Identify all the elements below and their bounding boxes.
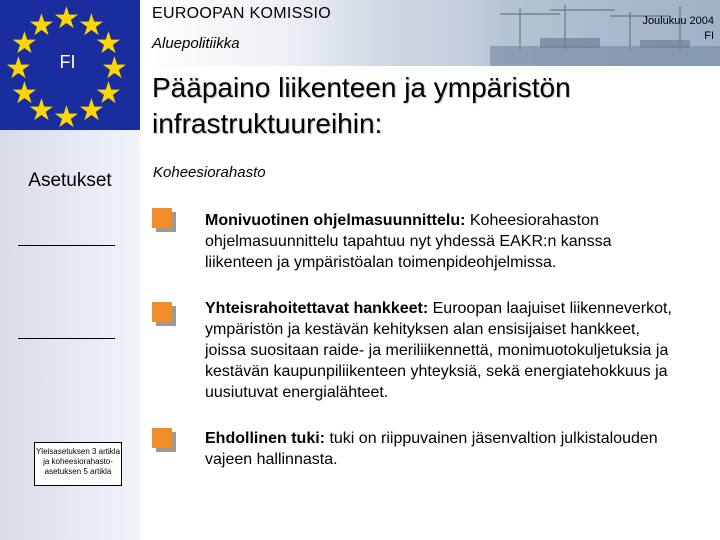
note-line: asetuksen 5 artikla bbox=[44, 467, 112, 476]
list-item bbox=[205, 428, 675, 470]
sidebar-title: Asetukset bbox=[28, 170, 112, 191]
regulation-note bbox=[34, 442, 122, 486]
item-text: Euroopan laajuiset liikenneverkot, ympäristön ja kestävän kehityksen alan ensisijaiset hankkeet, joissa suositaan raide- ja meriliikennettä, monimuotokuljetuksia ja kestävän kaupunpiliikenteen yhteyksiä, sekä energiatehokkuus ja uusiutuvat energialähteet. bbox=[205, 300, 672, 401]
header-banner bbox=[140, 0, 720, 66]
star-icon: ★ bbox=[28, 8, 55, 43]
item-heading: Yhteisrahoitettavat hankkeet: bbox=[205, 300, 429, 317]
bullet-square bbox=[152, 428, 172, 448]
language-code: FI bbox=[704, 30, 714, 42]
star-icon: ★ bbox=[11, 26, 38, 61]
star-icon: ★ bbox=[101, 51, 128, 86]
divider bbox=[18, 245, 115, 246]
date-text: Joulukuu 2004 bbox=[642, 15, 714, 27]
note-line: ja koheesiorahasto- bbox=[43, 457, 113, 466]
organization-name: EUROOPAN KOMISSIO bbox=[152, 5, 332, 22]
item-text: Koheesiorahaston ohjelmasuunnittelu tapahtuu nyt yhdessä EAKR:n kanssa liikenteen ja ympäristöalan toimenpideohjelmissa. bbox=[205, 212, 612, 271]
star-icon: ★ bbox=[28, 93, 55, 128]
title-line-2: infrastruktuureihin: bbox=[152, 108, 383, 139]
list-item bbox=[205, 298, 675, 403]
subtitle: Koheesiorahasto bbox=[153, 164, 266, 181]
star-icon: ★ bbox=[53, 100, 80, 135]
bullet-square bbox=[152, 208, 172, 228]
star-icon: ★ bbox=[78, 8, 105, 43]
eu-flag bbox=[0, 0, 140, 135]
divider bbox=[18, 338, 115, 339]
star-icon: ★ bbox=[78, 93, 105, 128]
title-line-1: Pääpaino liikenteen ja ympäristön bbox=[152, 72, 571, 103]
item-heading: Ehdollinen tuki: bbox=[205, 430, 325, 447]
note-line: Yleisasetuksen 3 artikla bbox=[35, 447, 121, 456]
page-title bbox=[152, 70, 571, 142]
item-text: tuki on riippuvainen jäsenvaltion julkistalouden vajeen hallinnasta. bbox=[205, 430, 658, 468]
department-name: Aluepolitiikka bbox=[152, 35, 240, 52]
sidebar bbox=[0, 0, 140, 540]
star-icon: ★ bbox=[11, 76, 38, 111]
star-icon: ★ bbox=[53, 1, 80, 36]
list-item bbox=[205, 210, 675, 273]
item-heading: Monivuotinen ohjelmasuunnittelu: bbox=[205, 212, 466, 229]
country-code: FI bbox=[59, 52, 76, 72]
star-icon: ★ bbox=[95, 26, 122, 61]
star-icon: ★ bbox=[5, 51, 32, 86]
bullet-square bbox=[152, 302, 172, 322]
date-label bbox=[642, 14, 714, 44]
star-icon: ★ bbox=[95, 76, 122, 111]
